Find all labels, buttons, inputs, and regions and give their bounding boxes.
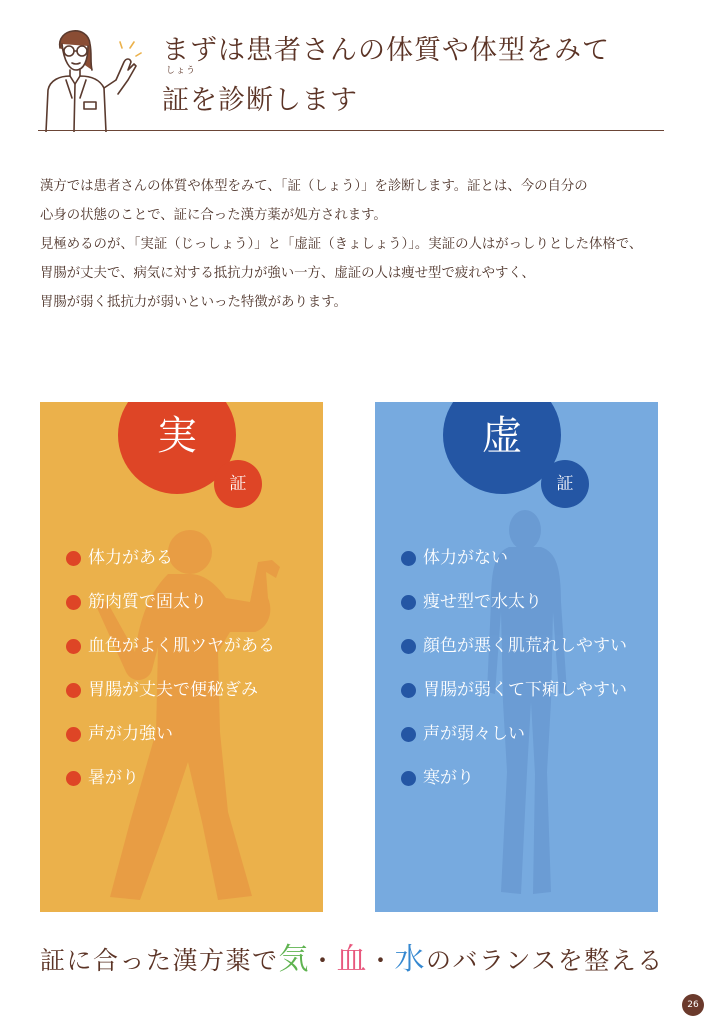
jitsu-shou-kanji: 証 — [229, 474, 247, 494]
page-title-line2: 証を診断します — [162, 85, 358, 116]
jitsu-traits-list — [66, 548, 275, 812]
kyo-shou-kanji: 証 — [556, 474, 574, 494]
kyo-panel — [375, 402, 658, 912]
list-item — [66, 724, 275, 768]
kyo-traits-list — [401, 548, 627, 812]
list-item — [66, 680, 275, 724]
list-item — [401, 636, 627, 680]
tagline-sep: ・ — [310, 946, 337, 975]
trait-label: 寒がり — [423, 768, 474, 788]
kyo-small-circle — [541, 460, 589, 508]
bullet-dot-icon — [66, 639, 81, 654]
trait-label: 痩せ型で水太り — [423, 592, 542, 612]
kyo-kanji: 虚 — [482, 413, 522, 459]
list-item — [66, 636, 275, 680]
title-divider — [38, 130, 664, 131]
bullet-dot-icon — [401, 727, 416, 742]
bullet-dot-icon — [66, 551, 81, 566]
list-item — [401, 592, 627, 636]
tagline-ki: 気 — [278, 942, 311, 977]
intro-paragraph — [40, 172, 690, 317]
furigana-shou: しょう — [166, 66, 197, 76]
bullet-dot-icon — [66, 727, 81, 742]
tagline-sep: ・ — [368, 946, 395, 975]
tagline-post: のバランスを整える — [426, 946, 664, 975]
intro-line: 見極めるのが、「実証（じっしょう）」と「虚証（きょしょう）」。実証の人はがっしりとした体格で、 — [40, 237, 643, 252]
intro-line: 胃腸が丈夫で、病気に対する抵抗力が強い一方、虚証の人は痩せ型で疲れやすく、 — [40, 266, 535, 281]
bullet-dot-icon — [66, 595, 81, 610]
trait-label: 体力がある — [88, 548, 173, 568]
trait-label: 声が力強い — [88, 724, 173, 744]
trait-label: 顔色が悪く肌荒れしやすい — [423, 636, 627, 656]
doctor-illustration — [30, 18, 142, 132]
intro-line: 漢方では患者さんの体質や体型をみて、「証（しょう）」を診断します。証とは、今の自分の — [40, 179, 588, 194]
trait-label: 胃腸が弱くて下痢しやすい — [423, 680, 627, 700]
tagline-sui: 水 — [394, 942, 427, 977]
jitsu-kanji: 実 — [157, 413, 197, 459]
tagline-pre: 証に合った漢方薬で — [40, 946, 279, 975]
list-item — [401, 680, 627, 724]
intro-line: 胃腸が弱く抵抗力が弱いといった特徴があります。 — [40, 295, 347, 310]
bullet-dot-icon — [401, 595, 416, 610]
trait-label: 胃腸が丈夫で便秘ぎみ — [88, 680, 258, 700]
trait-label: 暑がり — [88, 768, 139, 788]
bullet-dot-icon — [66, 683, 81, 698]
list-item — [66, 548, 275, 592]
bullet-dot-icon — [401, 639, 416, 654]
list-item — [401, 548, 627, 592]
tagline — [40, 934, 664, 978]
list-item — [401, 768, 627, 812]
bullet-dot-icon — [401, 551, 416, 566]
list-item — [66, 592, 275, 636]
jitsu-panel — [40, 402, 323, 912]
trait-label: 声が弱々しい — [423, 724, 525, 744]
page-number-badge: 26 — [682, 994, 704, 1016]
trait-label: 体力がない — [423, 548, 508, 568]
intro-line: 心身の状態のことで、証に合った漢方薬が処方されます。 — [40, 208, 387, 223]
tagline-ketsu: 血 — [336, 942, 369, 977]
trait-label: 筋肉質で固太り — [88, 592, 207, 612]
bullet-dot-icon — [401, 771, 416, 786]
jitsu-small-circle — [214, 460, 262, 508]
bullet-dot-icon — [66, 771, 81, 786]
list-item — [401, 724, 627, 768]
bullet-dot-icon — [401, 683, 416, 698]
page-title-line1: まずは患者さんの体質や体型をみて — [162, 35, 610, 66]
trait-label: 血色がよく肌ツヤがある — [88, 636, 275, 656]
list-item — [66, 768, 275, 812]
